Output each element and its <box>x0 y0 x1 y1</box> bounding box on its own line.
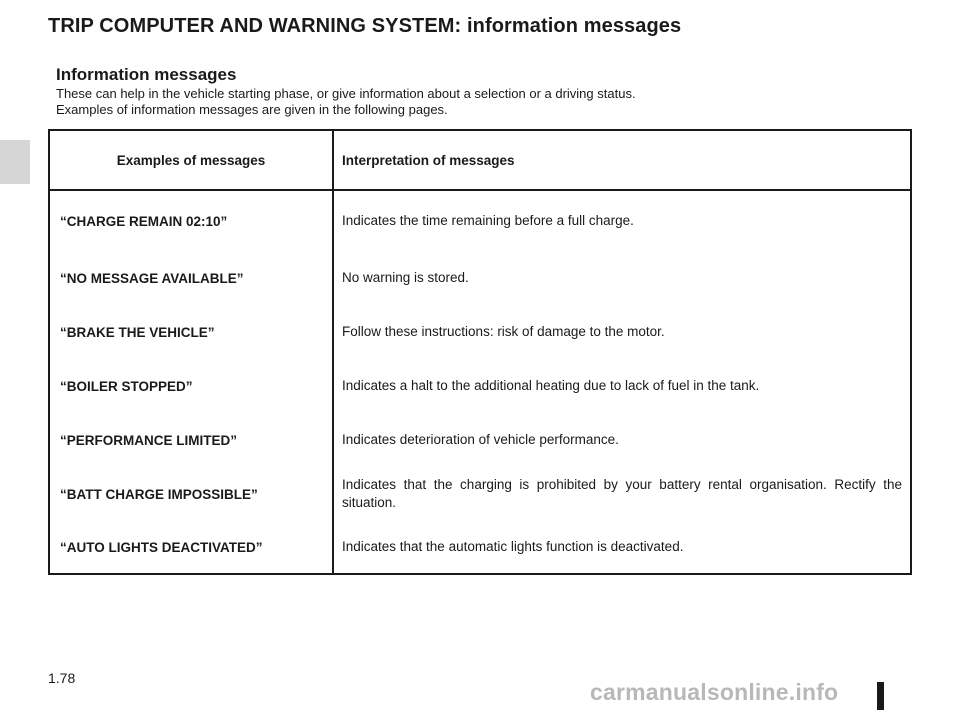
message-interpretation: Indicates a halt to the additional heating due to lack of fuel in the tank. <box>342 378 760 393</box>
message-interpretation: No warning is stored. <box>342 270 469 285</box>
message-name: “AUTO LIGHTS DEACTIVATED” <box>49 521 333 574</box>
table-row <box>49 467 911 521</box>
messages-table <box>48 129 912 575</box>
table-row <box>49 359 911 413</box>
page-number: 1.78 <box>48 670 76 686</box>
table-row <box>49 251 911 305</box>
intro-line: These can help in the vehicle starting phase, or give information about a selection or a driving status. <box>56 86 636 101</box>
watermark: carmanualsonline.info <box>590 679 839 705</box>
message-interpretation: Follow these instructions: risk of damage to the motor. <box>342 324 665 339</box>
section-heading: Information messages <box>56 65 237 84</box>
message-interpretation: Indicates the time remaining before a full charge. <box>342 213 634 228</box>
message-name: “BATT CHARGE IMPOSSIBLE” <box>49 467 333 521</box>
chapter-tab <box>0 140 30 184</box>
page-title: TRIP COMPUTER AND WARNING SYSTEM: information messages <box>48 15 682 37</box>
message-name: “PERFORMANCE LIMITED” <box>49 413 333 467</box>
corner-mark <box>877 682 884 710</box>
message-name: “BOILER STOPPED” <box>49 359 333 413</box>
header-interpretation: Interpretation of messages <box>333 130 911 190</box>
message-interpretation: Indicates deterioration of vehicle performance. <box>342 432 619 447</box>
message-name: “CHARGE REMAIN 02:10” <box>49 190 333 251</box>
table-row <box>49 413 911 467</box>
table-row <box>49 521 911 574</box>
intro-text <box>56 86 636 118</box>
table-row <box>49 190 911 251</box>
table-header-row <box>49 130 911 190</box>
message-interpretation: Indicates that the charging is prohibited by your battery rental organisation. Rectify the situation. <box>342 477 902 510</box>
header-examples: Examples of messages <box>49 130 333 190</box>
table-row <box>49 305 911 359</box>
intro-line: Examples of information messages are given in the following pages. <box>56 102 448 117</box>
message-name: “NO MESSAGE AVAILABLE” <box>49 251 333 305</box>
message-name: “BRAKE THE VEHICLE” <box>49 305 333 359</box>
message-interpretation: Indicates that the automatic lights function is deactivated. <box>342 539 684 554</box>
